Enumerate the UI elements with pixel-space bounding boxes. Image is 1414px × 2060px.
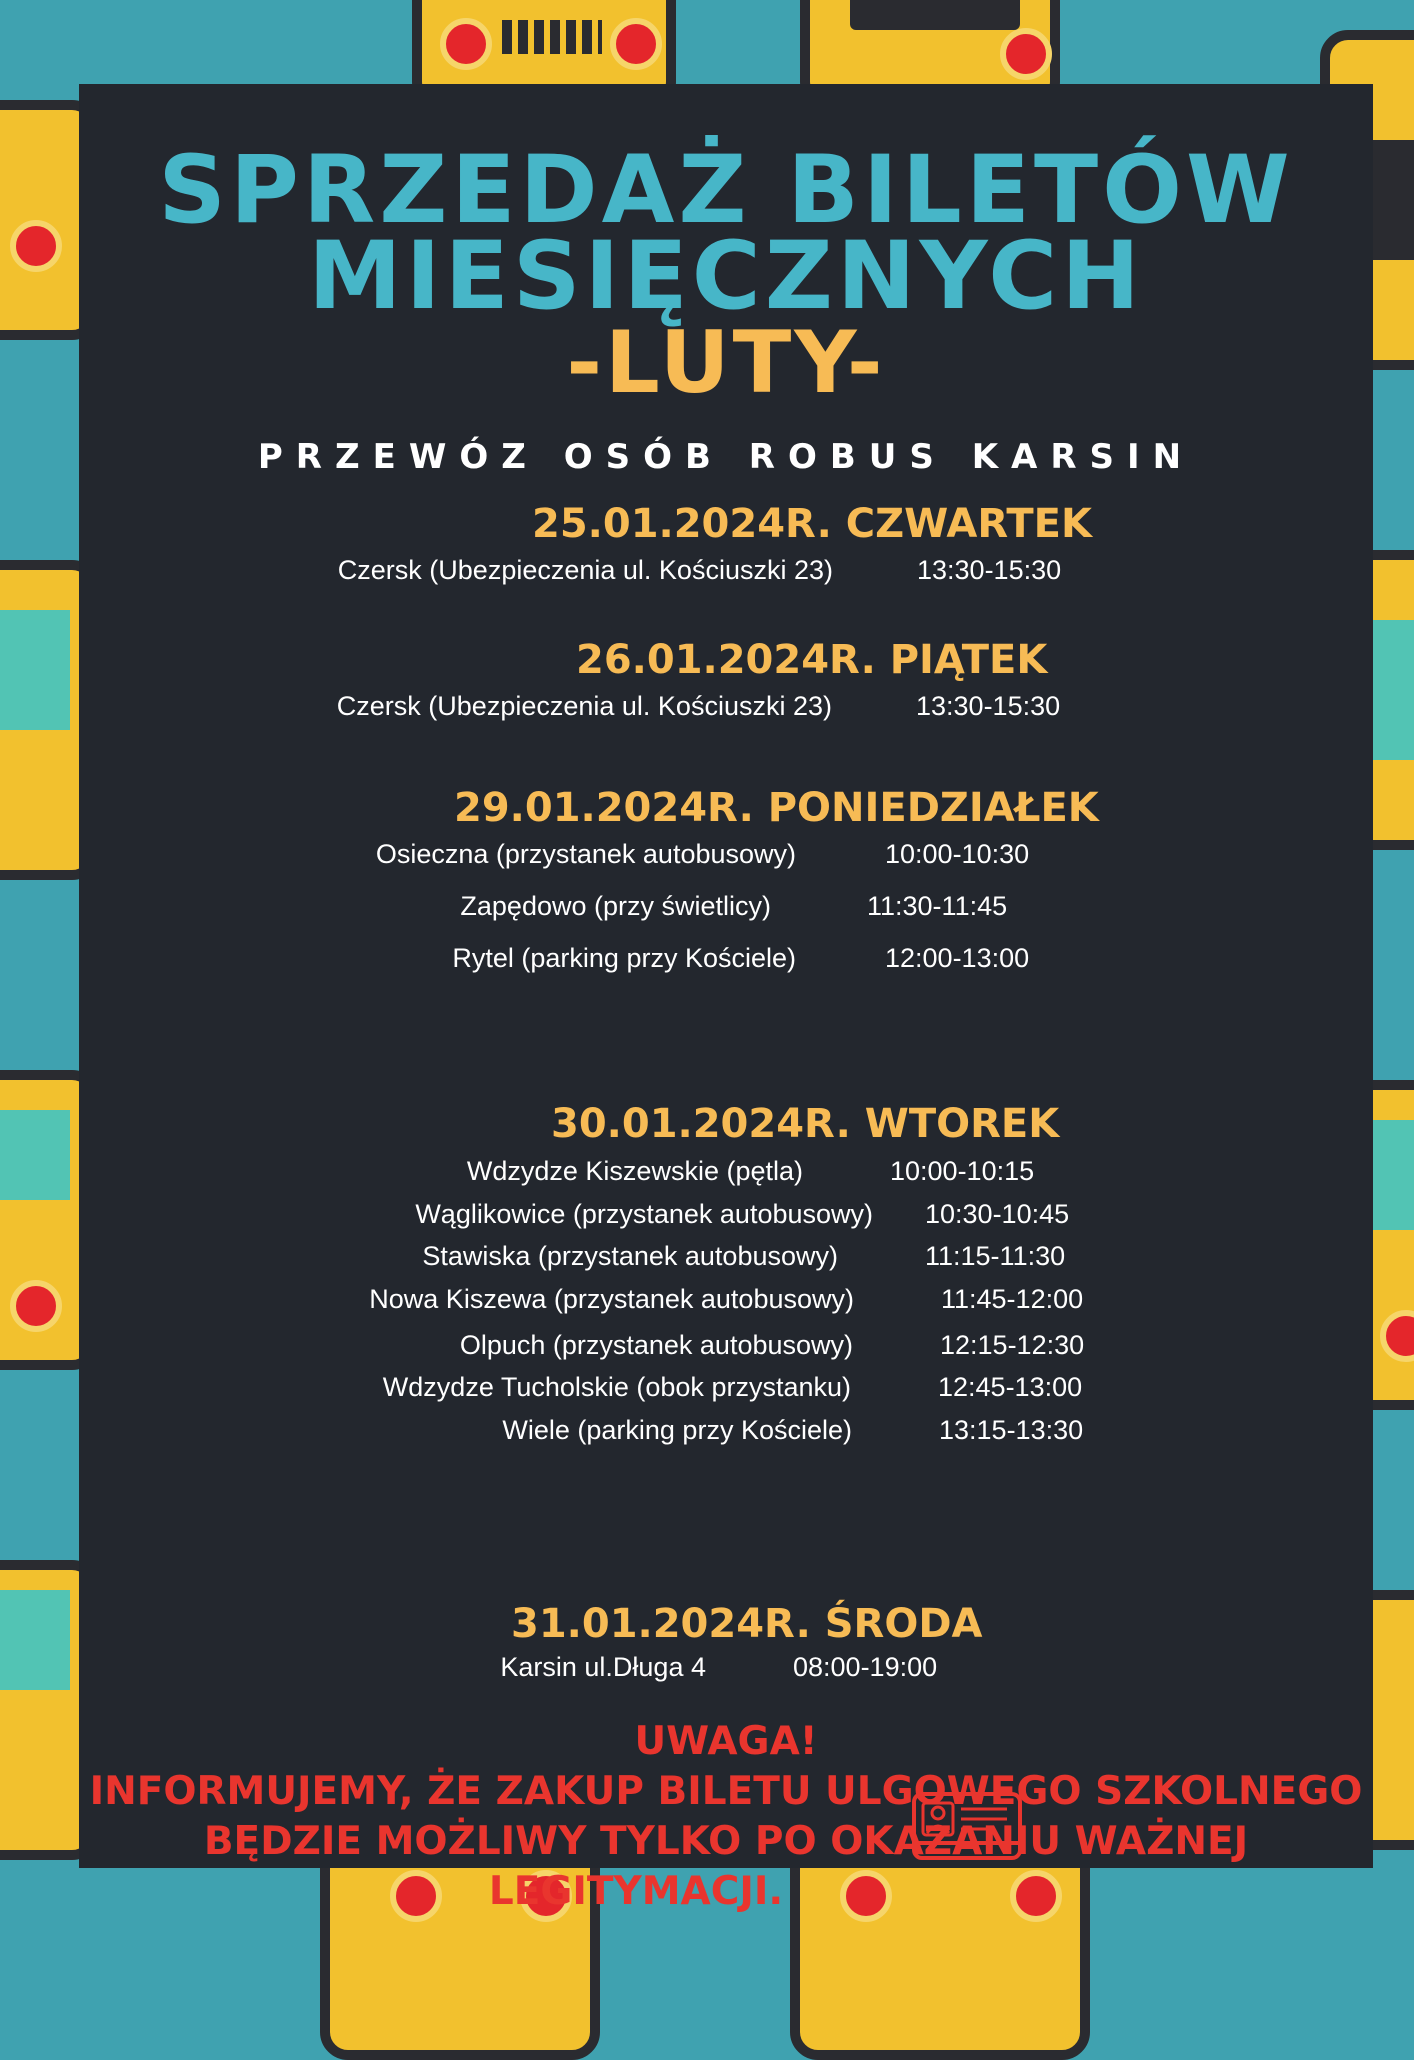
stop-place: Rytel (parking przy Kościele)	[452, 943, 796, 973]
stop-place: Wdzydze Kiszewskie (pętla)	[466, 1156, 803, 1186]
stop-time: 13:30-15:30	[916, 691, 1061, 721]
notice-line-3: LEGITYMACJI.	[488, 1869, 784, 1914]
stop-place: Wąglikowice (przystanek autobusowy)	[415, 1199, 873, 1229]
stop-time: 13:30-15:30	[917, 555, 1062, 585]
stop-time: 12:45-13:00	[938, 1372, 1083, 1402]
id-card-icon	[911, 1791, 1023, 1861]
stop-place: Zapędowo (przy świetlicy)	[460, 891, 771, 921]
stop-place: Karsin ul.Długa 4	[500, 1652, 706, 1682]
stop-place: Wiele (parking przy Kościele)	[502, 1415, 852, 1445]
day-date: 25.01.2024R. CZWARTEK	[532, 501, 1092, 547]
stop-place: Olpuch (przystanek autobusowy)	[459, 1330, 853, 1360]
day-date: 31.01.2024R. ŚRODA	[511, 1601, 983, 1647]
day-date: 29.01.2024R. PONIEDZIAŁEK	[454, 785, 1099, 831]
title-line-1: SPRZEDAŻ BILETÓW	[158, 136, 1294, 245]
stop-place: Czersk (Ubezpieczenia ul. Kościuszki 23)	[336, 691, 832, 721]
stop-place: Czersk (Ubezpieczenia ul. Kościuszki 23)	[337, 555, 833, 585]
stop-time: 12:00-13:00	[885, 943, 1030, 973]
notice-line-2: BĘDZIE MOŻLIWY TYLKO PO OKAZANIU WAŻNEJ	[203, 1819, 1249, 1864]
stop-time: 11:30-11:45	[867, 891, 1008, 921]
day-date: 30.01.2024R. WTOREK	[551, 1101, 1060, 1147]
stop-time: 10:00-10:15	[890, 1156, 1035, 1186]
notice-heading: UWAGA!	[634, 1719, 818, 1764]
stop-place: Osieczna (przystanek autobusowy)	[375, 839, 796, 869]
month-label: -LUTY-	[566, 313, 886, 413]
stop-time: 13:15-13:30	[939, 1415, 1084, 1445]
stop-place: Wdzydze Tucholskie (obok przystanku)	[382, 1372, 851, 1402]
notice-line-1: INFORMUJEMY, ŻE ZAKUP BILETU ULGOWEGO SZKOLNEGO	[89, 1769, 1363, 1814]
stop-time: 11:15-11:30	[925, 1241, 1066, 1271]
stop-time: 08:00-19:00	[793, 1652, 938, 1682]
subtitle: PRZEWÓZ OSÓB ROBUS KARSIN	[257, 437, 1195, 477]
title-line-2: MIESIĘCZNYCH	[308, 222, 1144, 331]
stop-time: 12:15-12:30	[940, 1330, 1085, 1360]
stop-place: Nowa Kiszewa (przystanek autobusowy)	[369, 1284, 854, 1314]
stop-time: 10:30-10:45	[925, 1199, 1070, 1229]
stop-time: 10:00-10:30	[885, 839, 1030, 869]
stop-place: Stawiska (przystanek autobusowy)	[422, 1241, 838, 1271]
day-date: 26.01.2024R. PIĄTEK	[576, 637, 1048, 683]
stop-time: 11:45-12:00	[941, 1284, 1084, 1314]
announcement-board	[79, 84, 1373, 1914]
